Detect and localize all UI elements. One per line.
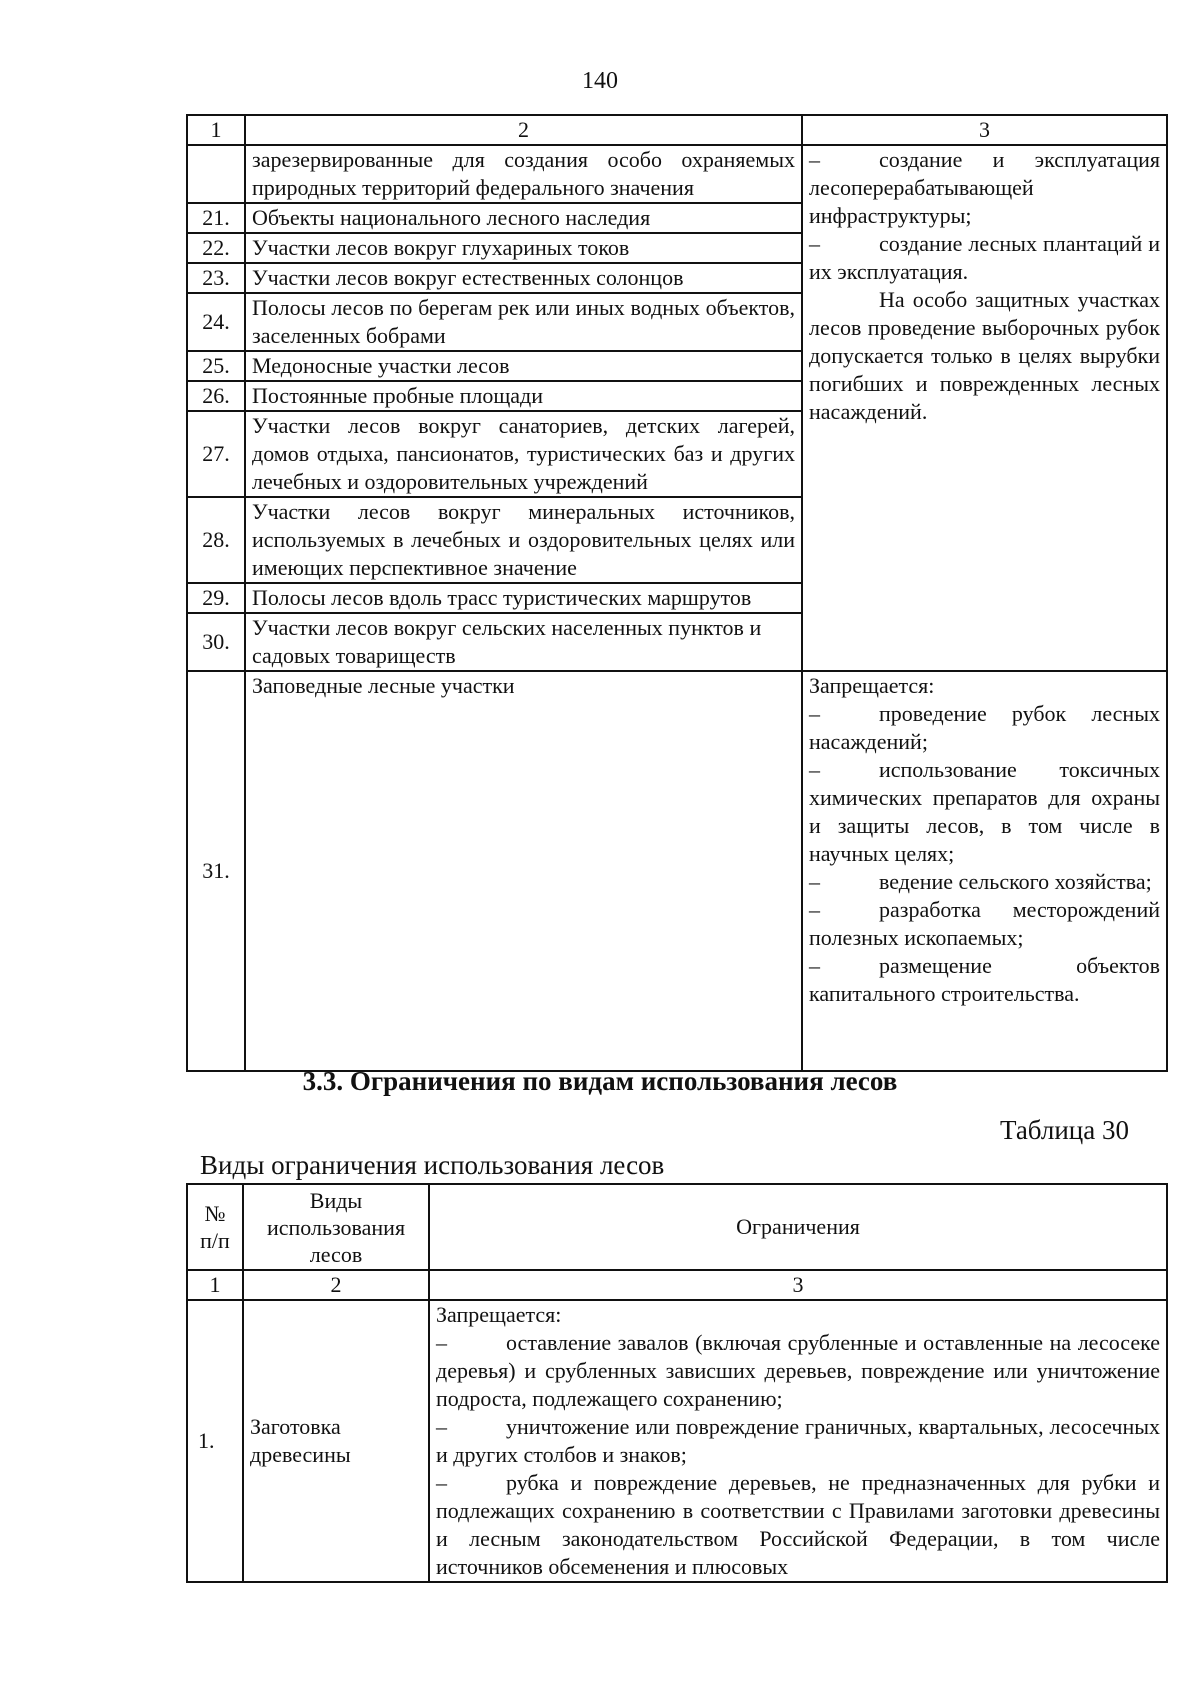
row-text: Участки лесов вокруг сельских населенных пунктов и садовых товариществ [245, 613, 802, 671]
table-row [187, 1300, 1167, 1582]
col-1-number: 1 [187, 1270, 243, 1300]
row-number: 23. [187, 263, 245, 293]
row-number: 26. [187, 381, 245, 411]
dash-marker: – [436, 1414, 447, 1439]
restrictions-cell [429, 1300, 1167, 1582]
col-1-header: 1 [187, 115, 245, 145]
dash-marker: – [809, 701, 820, 726]
table-row [187, 145, 1167, 203]
row-number: 25. [187, 351, 245, 381]
row-text: Полосы лесов вдоль трасс туристических маршрутов [245, 583, 802, 613]
restriction-item: рубка и повреждение деревьев, не предназначенных для рубки и подлежащих сохранению в соответствии с Правилами заготовки древесины и лесным законодательством Российской Федерации, в том числе источников обсеменения и плюсовых [436, 1470, 1160, 1579]
restriction-paragraph: На особо защитных участках лесов проведение выборочных рубок допускается только в целях вырубки погибших и поврежденных лесных насаждений. [809, 287, 1160, 424]
dash-marker: – [809, 231, 820, 256]
numbering-row [187, 1270, 1167, 1300]
restriction-item: использование токсичных химических препаратов для охраны и защиты лесов, в том числе в научных целях; [809, 757, 1160, 866]
col-3-number: 3 [429, 1270, 1167, 1300]
row-text: Полосы лесов по берегам рек или иных водных объектов, заселенных бобрами [245, 293, 802, 351]
row-number: 30. [187, 613, 245, 671]
col-usage-type-header: Виды использования лесов [243, 1184, 429, 1270]
row-text: Объекты национального лесного наследия [245, 203, 802, 233]
table-label: Таблица 30 [1000, 1115, 1129, 1145]
section-title: 3.3. Ограничения по видам использования лесов [302, 1066, 898, 1096]
table-head-row [187, 1184, 1167, 1270]
restriction-item: разработка месторождений полезных ископаемых; [809, 897, 1160, 950]
restriction-item: создание и эксплуатация лесоперерабатывающей инфраструктуры; [809, 147, 1160, 228]
merged-restrictions-cell [802, 145, 1167, 671]
row-number: 22. [187, 233, 245, 263]
dash-marker: – [809, 869, 820, 894]
table-caption: Виды ограничения использования лесов [200, 1150, 665, 1180]
col-number-header: № п/п [187, 1184, 243, 1270]
row-text: Участки лесов вокруг естественных солонцов [245, 263, 802, 293]
restriction-item: ведение сельского хозяйства; [879, 869, 1152, 894]
restriction-item: проведение рубок лесных насаждений; [809, 701, 1160, 754]
row-text: Участки лесов вокруг глухариных токов [245, 233, 802, 263]
row-number: 27. [187, 411, 245, 497]
col-restrictions-header: Ограничения [429, 1184, 1167, 1270]
col-2-number: 2 [243, 1270, 429, 1300]
col-3-header: 3 [802, 115, 1167, 145]
dash-marker: – [436, 1330, 447, 1355]
table-usage-restrictions [186, 1183, 1168, 1583]
restrictions-cell [802, 671, 1167, 1071]
row-number: 31. [187, 671, 245, 1071]
row-text: Медоносные участки лесов [245, 351, 802, 381]
restriction-item: размещение объектов капитального строительства. [809, 953, 1160, 1006]
row-number: 24. [187, 293, 245, 351]
row-text: Заповедные лесные участки [245, 671, 802, 1071]
row-number: 28. [187, 497, 245, 583]
usage-type: Заготовка древесины [243, 1300, 429, 1582]
restriction-intro: Запрещается: [809, 673, 935, 698]
row-number: 1. [187, 1300, 243, 1582]
row-text: Постоянные пробные площади [245, 381, 802, 411]
row-text: зарезервированные для создания особо охраняемых природных территорий федерального значения [245, 145, 802, 203]
dash-marker: – [809, 953, 820, 978]
restriction-item: оставление завалов (включая срубленные и оставленные на лесосеке деревья) и срубленных зависших деревьев, повреждение или уничтожение подроста, подлежащего сохранению; [436, 1330, 1160, 1411]
page-number: 140 [582, 68, 618, 94]
row-number: 29. [187, 583, 245, 613]
restriction-item: создание лесных плантаций и их эксплуатация. [809, 231, 1160, 284]
dash-marker: – [809, 897, 820, 922]
row-text: Участки лесов вокруг санаториев, детских лагерей, домов отдыха, пансионатов, туристических баз и других лечебных и оздоровительных учреждений [245, 411, 802, 497]
table-protective-areas [186, 114, 1168, 1072]
dash-marker: – [809, 147, 820, 172]
table-header-row [187, 115, 1167, 145]
row-number: 21. [187, 203, 245, 233]
row-text: Участки лесов вокруг минеральных источников, используемых в лечебных и оздоровительных целях или имеющих перспективное значение [245, 497, 802, 583]
restriction-item: уничтожение или повреждение граничных, квартальных, лесосечных и других столбов и знаков; [436, 1414, 1160, 1467]
dash-marker: – [809, 757, 820, 782]
table-row-31 [187, 671, 1167, 1071]
restriction-intro: Запрещается: [436, 1302, 562, 1327]
col-2-header: 2 [245, 115, 802, 145]
dash-marker: – [436, 1470, 447, 1495]
